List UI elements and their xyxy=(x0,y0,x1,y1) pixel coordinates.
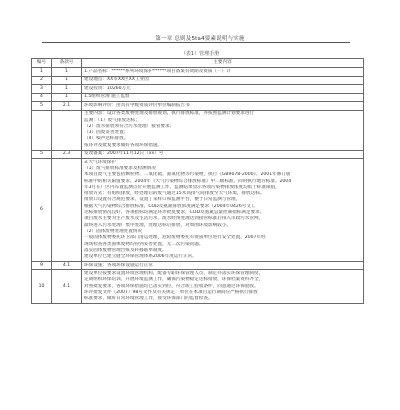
row-content xyxy=(82,93,364,101)
content-line: （2）废水排放须符合污水处理厂接管要求； xyxy=(84,123,175,129)
content-line: （4）噪声达标排放。 xyxy=(84,136,129,142)
table-row xyxy=(32,262,364,270)
table-row xyxy=(32,150,364,158)
row-section: 4.1 xyxy=(52,262,82,270)
row-number xyxy=(32,110,52,150)
row-section: 1 xyxy=(52,85,82,93)
content-line: （3）固废妥善处置； xyxy=(84,130,129,136)
content-line: 1.产品名称：******系列环境保护******项目备案有效期及资质（一）计 xyxy=(84,68,231,74)
row-number: 4 xyxy=(32,93,52,101)
row-number: 10 xyxy=(32,270,52,304)
content-line: 排放方式：有组织排放，经处理后的废气通过15米高排气筒排放至大气环境，排放达标。 xyxy=(84,191,265,197)
content-line: 定期组织环保培训，开展环境监测工作，确保污染物稳定达标排放，环保档案资料齐全， xyxy=(84,277,264,283)
content-line: 环境影响评价：由具有甲级资质评价单位编制报告书 xyxy=(84,102,190,108)
document-title: 第一章 总则及5ta4要素说明与实施 xyxy=(155,36,245,42)
document-subtitle: （表1）管理手册 xyxy=(180,51,220,57)
content-line: 发改备案：2007年11月12日（xx）号 xyxy=(84,151,164,157)
content-line: 主要内容：设计各类废物处理及排放规划、执行排放标准，并按照监测计划要求进行 xyxy=(84,111,254,117)
content-line: 一般固体废物委托环卫部门清运处理，危险废物委托有资质单位进行安全处置，2007年经 xyxy=(84,235,266,241)
table-row xyxy=(32,270,364,304)
row-content xyxy=(82,270,364,304)
row-number: 2 xyxy=(32,76,52,84)
row-section xyxy=(52,159,82,262)
row-content xyxy=(82,85,364,93)
content-line: （2）固体废物处理处置情况 xyxy=(84,228,143,234)
row-number: 9 xyxy=(32,262,52,270)
content-line: 本项目废气主要包括颗粒物、二氧化硫、氮氧化物等污染物，执行《GB9078-2000》、2001年修订版 xyxy=(84,172,291,178)
table-header-row xyxy=(32,59,364,68)
row-number: 5 xyxy=(32,102,52,110)
row-section: 1 xyxy=(52,93,82,101)
header-content: 主要内容 xyxy=(82,59,364,68)
content-line: 对照批复要求，各项环保措施均已落实到位，符合竣工验收条件，同意通过环保验收。 xyxy=(84,283,259,289)
content-line: 建设地点：XX市XX区XX工业园 xyxy=(84,77,149,83)
content-line: 排放口设置符合规范要求，设置了采样口和监测平台，便于日常监测与管理。 xyxy=(84,197,241,203)
content-line: 建设单位按要求设置环境管理机构，配备专职环保管理人员，制定并落实环保管理制度， xyxy=(84,271,264,277)
row-section: 2.3 xyxy=(52,150,82,158)
main-table xyxy=(31,58,364,304)
row-content xyxy=(82,150,364,158)
content-line: 现场检查各类固体废物均得到妥善处置，无二次污染问题。 xyxy=(84,241,204,247)
table-row xyxy=(32,93,364,101)
content-line: 环评批复文件（2007）98号文件及有关规定：单位在本项目运行期间应严格执行排放 xyxy=(84,289,258,295)
header-number: 编号 xyxy=(32,59,52,68)
content-line: 项目废水主要为生产废水及生活污水，废水经预处理达到接管标准后排入市政污水管网， xyxy=(84,216,264,222)
header-section: 条款号 xyxy=(52,59,82,68)
table-row xyxy=(32,159,364,262)
row-content xyxy=(82,68,364,76)
table-row xyxy=(32,85,364,93)
row-number: 6 xyxy=(32,159,52,262)
content-line: 监测：（1）废气排放达标； xyxy=(84,117,140,123)
content-line: 最终进入污水处理厂集中处理，处理达标后排放，对周围环境影响较小。 xyxy=(84,222,232,228)
content-line: 落实固体废物管理台账及转移联单制度。 xyxy=(84,247,167,253)
row-content xyxy=(82,76,364,84)
table-row xyxy=(32,102,364,110)
content-line: （1）废气排放标准要求及检测情况 xyxy=(84,165,156,171)
table-body xyxy=(32,68,364,304)
content-line: 3.大气环境保护 xyxy=(84,159,116,165)
table-row xyxy=(32,76,364,84)
content-line: 年3月在厂区内布置监测点位开展监测工作，监测结果显示各项污染物排放浓度均低于标准限值， xyxy=(84,184,280,190)
content-line: 达标排放情况良好，各项指标均满足环评批复要求，COD及氨氮总量控制指标满足要求。 xyxy=(84,210,265,216)
row-content xyxy=(82,110,364,150)
row-content xyxy=(82,262,364,270)
table-row xyxy=(32,68,364,76)
content-line: 按环评及批复要求做好各项环保措施。 xyxy=(84,142,163,148)
row-section xyxy=(52,110,82,150)
content-line: 标准要求，做好日常环境管理工作，接受环保部门的监督检查。 xyxy=(84,296,213,302)
row-section: 1 xyxy=(52,68,82,76)
content-line: 根据大气污染物综合排放标准，COD及氨氮排放浓度满足要求（2004年0426号文）。 xyxy=(84,203,258,209)
row-number: 1 xyxy=(32,68,52,76)
row-section: 2.1 xyxy=(52,102,82,110)
content-line: 环保设施：各项环保设施运行正常 xyxy=(84,262,153,268)
row-section: 1 xyxy=(52,76,82,84)
row-number: 5 xyxy=(32,150,52,158)
content-line: 1.5组织管理 施工监督 xyxy=(84,94,130,100)
row-content xyxy=(82,159,364,262)
content-line: 标准中的相关限值要求。2004年《大气污染物综合排放标准》中二级标准，同时执行地方标准。2004 xyxy=(84,178,292,184)
row-number: 3 xyxy=(32,85,52,93)
row-content xyxy=(82,102,364,110)
table-row xyxy=(32,110,364,150)
content-line: 建设投资：10260万元 xyxy=(84,85,131,91)
row-section: 4.1 xyxy=(52,270,82,304)
title-rule xyxy=(42,42,350,43)
content-line: 建设单位已建立健全环保管理体系2006年度运行正常。 xyxy=(84,254,197,260)
